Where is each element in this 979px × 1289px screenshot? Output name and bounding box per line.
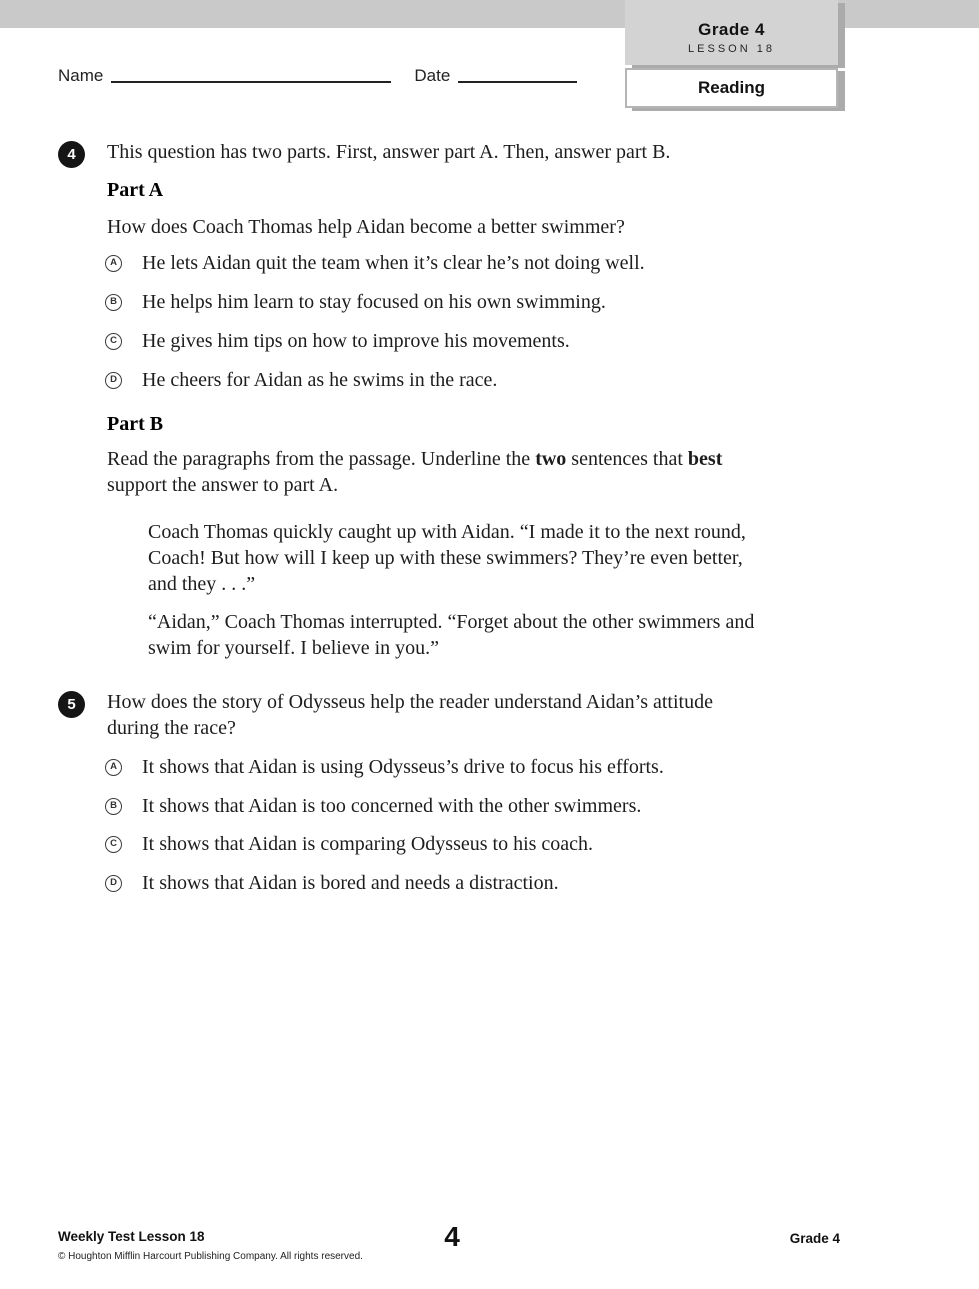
grade-label: Grade 4 xyxy=(698,20,765,39)
footer-page-number: 4 xyxy=(444,1221,460,1252)
part-b-instr-pre: Read the paragraphs from the passage. Underline the xyxy=(107,448,536,470)
subject-tab-reading xyxy=(625,68,838,108)
date-label: Date xyxy=(414,66,451,85)
q4-choice-d xyxy=(105,367,497,393)
question-4-row xyxy=(58,139,807,168)
footer-doc-title: Weekly Test Lesson 18 xyxy=(58,1229,205,1244)
q5-choice-b-text: It shows that Aidan is too concerned with the other swimmers. xyxy=(142,795,642,817)
lesson-label: LESSON 18 xyxy=(688,43,775,55)
q5-choice-d-text: It shows that Aidan is bored and needs a distraction. xyxy=(142,872,559,894)
passage-paragraph-2: “Aidan,” Coach Thomas interrupted. “Forget about the other swimmers and swim for yourself. I believe in you.” xyxy=(148,611,755,659)
q5-choice-a-bubble[interactable]: A xyxy=(105,759,122,776)
question-4-badge: 4 xyxy=(58,141,85,168)
name-label: Name xyxy=(58,66,104,85)
subject-tab-label: Reading xyxy=(697,78,766,97)
q4-choice-c-bubble[interactable]: C xyxy=(105,333,122,350)
question-5-badge: 5 xyxy=(58,691,85,718)
part-b-instr-mid: sentences that xyxy=(566,448,688,470)
question-5-prompt: How does the story of Odysseus help the reader understand Aidan’s attitude during the race? xyxy=(107,691,713,739)
name-blank-line[interactable] xyxy=(111,81,391,83)
q4-choice-a-bubble[interactable]: A xyxy=(105,255,122,272)
passage-paragraph-1: Coach Thomas quickly caught up with Aidan. “I made it to the next round, Coach! But how will I keep up with these swimmers? They’re even better, and they . . .” xyxy=(148,521,746,595)
q4-choice-b xyxy=(105,289,606,315)
part-b-instr-bold-two: two xyxy=(535,448,567,470)
grade-lesson-box xyxy=(625,0,838,65)
q5-choice-b-bubble[interactable]: B xyxy=(105,798,122,815)
part-b-heading: Part B xyxy=(107,413,164,435)
q4-choice-a-text: He lets Aidan quit the team when it’s clear he’s not doing well. xyxy=(142,252,645,274)
question-4-prompt: This question has two parts. First, answer part A. Then, answer part B. xyxy=(107,141,671,163)
q4-choice-c xyxy=(105,328,570,354)
date-blank-line[interactable] xyxy=(458,81,577,83)
q5-choice-a xyxy=(105,754,664,780)
footer-grade: Grade 4 xyxy=(789,1231,840,1246)
question-5-row xyxy=(58,689,755,741)
q5-choice-a-text: It shows that Aidan is using Odysseus’s drive to focus his efforts. xyxy=(142,756,664,778)
q5-choice-c-text: It shows that Aidan is comparing Odysseus to his coach. xyxy=(142,833,594,855)
q4-choice-d-bubble[interactable]: D xyxy=(105,372,122,389)
q4-choice-c-text: He gives him tips on how to improve his movements. xyxy=(142,330,570,352)
q5-choice-d-bubble[interactable]: D xyxy=(105,875,122,892)
q5-choice-c xyxy=(105,831,593,857)
q5-choice-b xyxy=(105,793,641,819)
q5-choice-d xyxy=(105,870,559,896)
q4-choice-b-text: He helps him learn to stay focused on his own swimming. xyxy=(142,291,606,313)
footer-copyright: © Houghton Mifflin Harcourt Publishing Company. All rights reserved. xyxy=(58,1251,363,1262)
part-b-instr-bold-best: best xyxy=(687,448,723,470)
part-b-instructions xyxy=(107,446,779,498)
name-date-row xyxy=(58,66,577,86)
q5-choice-c-bubble[interactable]: C xyxy=(105,836,122,853)
part-b-instr-post: support the answer to part A. xyxy=(107,474,339,496)
part-a-question: How does Coach Thomas help Aidan become a better swimmer? xyxy=(107,216,625,238)
q4-choice-b-bubble[interactable]: B xyxy=(105,294,122,311)
q4-choice-d-text: He cheers for Aidan as he swims in the race. xyxy=(142,369,498,391)
q4-choice-a xyxy=(105,250,645,276)
part-a-heading: Part A xyxy=(107,179,164,201)
